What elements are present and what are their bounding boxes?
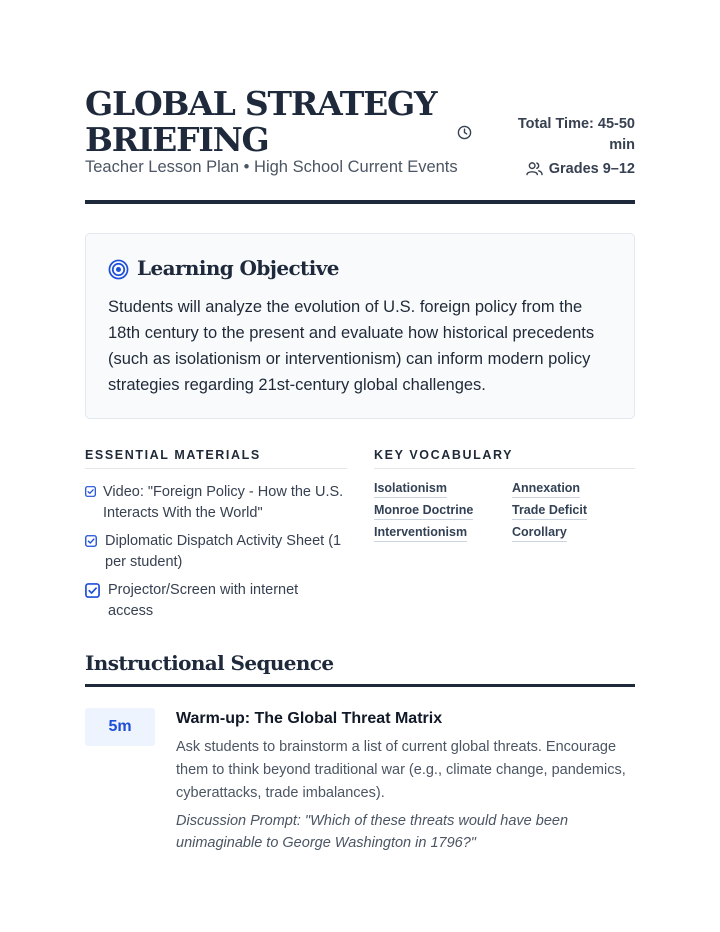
material-item xyxy=(85,482,347,524)
vocab-term: Isolationism xyxy=(374,481,447,498)
objective-text: Students will analyze the evolution of U.S. foreign policy from the 18th century to the present and evaluate how historical precedents (such as isolationism or interventionism) can inform modern policy strategies regarding 21st-century global challenges. xyxy=(108,298,595,394)
users-icon xyxy=(526,161,543,176)
vocabulary-heading: KEY VOCABULARY xyxy=(374,448,635,469)
material-item xyxy=(85,580,347,622)
vocab-term: Interventionism xyxy=(374,525,467,542)
key-vocabulary xyxy=(374,448,635,542)
material-text: Diplomatic Dispatch Activity Sheet (1 per student) xyxy=(105,533,342,570)
lesson-meta xyxy=(465,114,635,177)
checkbox-checked-icon xyxy=(85,486,96,497)
vocab-term: Monroe Doctrine xyxy=(374,503,473,520)
page-subtitle: Teacher Lesson Plan • High School Current Events xyxy=(85,158,458,176)
essential-materials xyxy=(85,448,347,622)
sequence-heading: Instructional Sequence xyxy=(85,651,334,675)
step-content xyxy=(176,708,638,854)
material-text: Video: "Foreign Policy - How the U.S. Interacts With the World" xyxy=(103,484,344,521)
discussion-prompt: Discussion Prompt: "Which of these threats would have been unimaginable to George Washington in 1796?" xyxy=(176,813,569,851)
total-time-text: Total Time: 45-50 min xyxy=(517,116,635,153)
vocabulary-list xyxy=(374,481,635,542)
objective-title: Learning Objective xyxy=(137,256,339,280)
clock-icon xyxy=(457,125,472,140)
header-divider xyxy=(85,200,635,204)
material-item xyxy=(85,531,347,573)
step-duration-badge: 5m xyxy=(85,708,155,746)
total-time xyxy=(465,114,635,158)
sequence-divider xyxy=(85,684,635,687)
learning-objective-card xyxy=(85,233,635,419)
page-header xyxy=(85,86,635,206)
checkbox-checked-icon xyxy=(85,535,97,547)
page-title xyxy=(85,86,465,158)
target-icon xyxy=(108,259,129,280)
grade-level xyxy=(526,160,635,178)
vocab-term: Trade Deficit xyxy=(512,503,587,520)
checkbox-checked-icon xyxy=(85,583,100,598)
grade-level-text: Grades 9–12 xyxy=(548,160,635,177)
step-title: Warm-up: The Global Threat Matrix xyxy=(176,710,443,727)
vocab-term: Corollary xyxy=(512,525,567,542)
material-text: Projector/Screen with internet access xyxy=(108,582,299,619)
title-line-1: GLOBAL STRATEGY xyxy=(85,84,437,123)
title-line-2: BRIEFING xyxy=(85,120,269,159)
materials-heading: ESSENTIAL MATERIALS xyxy=(85,448,347,469)
step-description: Ask students to brainstorm a list of current global threats. Encourage them to think beyond traditional war (e.g., climate change, pandemics, cyberattacks, trade imbalances). xyxy=(176,739,626,801)
vocab-term: Annexation xyxy=(512,481,580,498)
